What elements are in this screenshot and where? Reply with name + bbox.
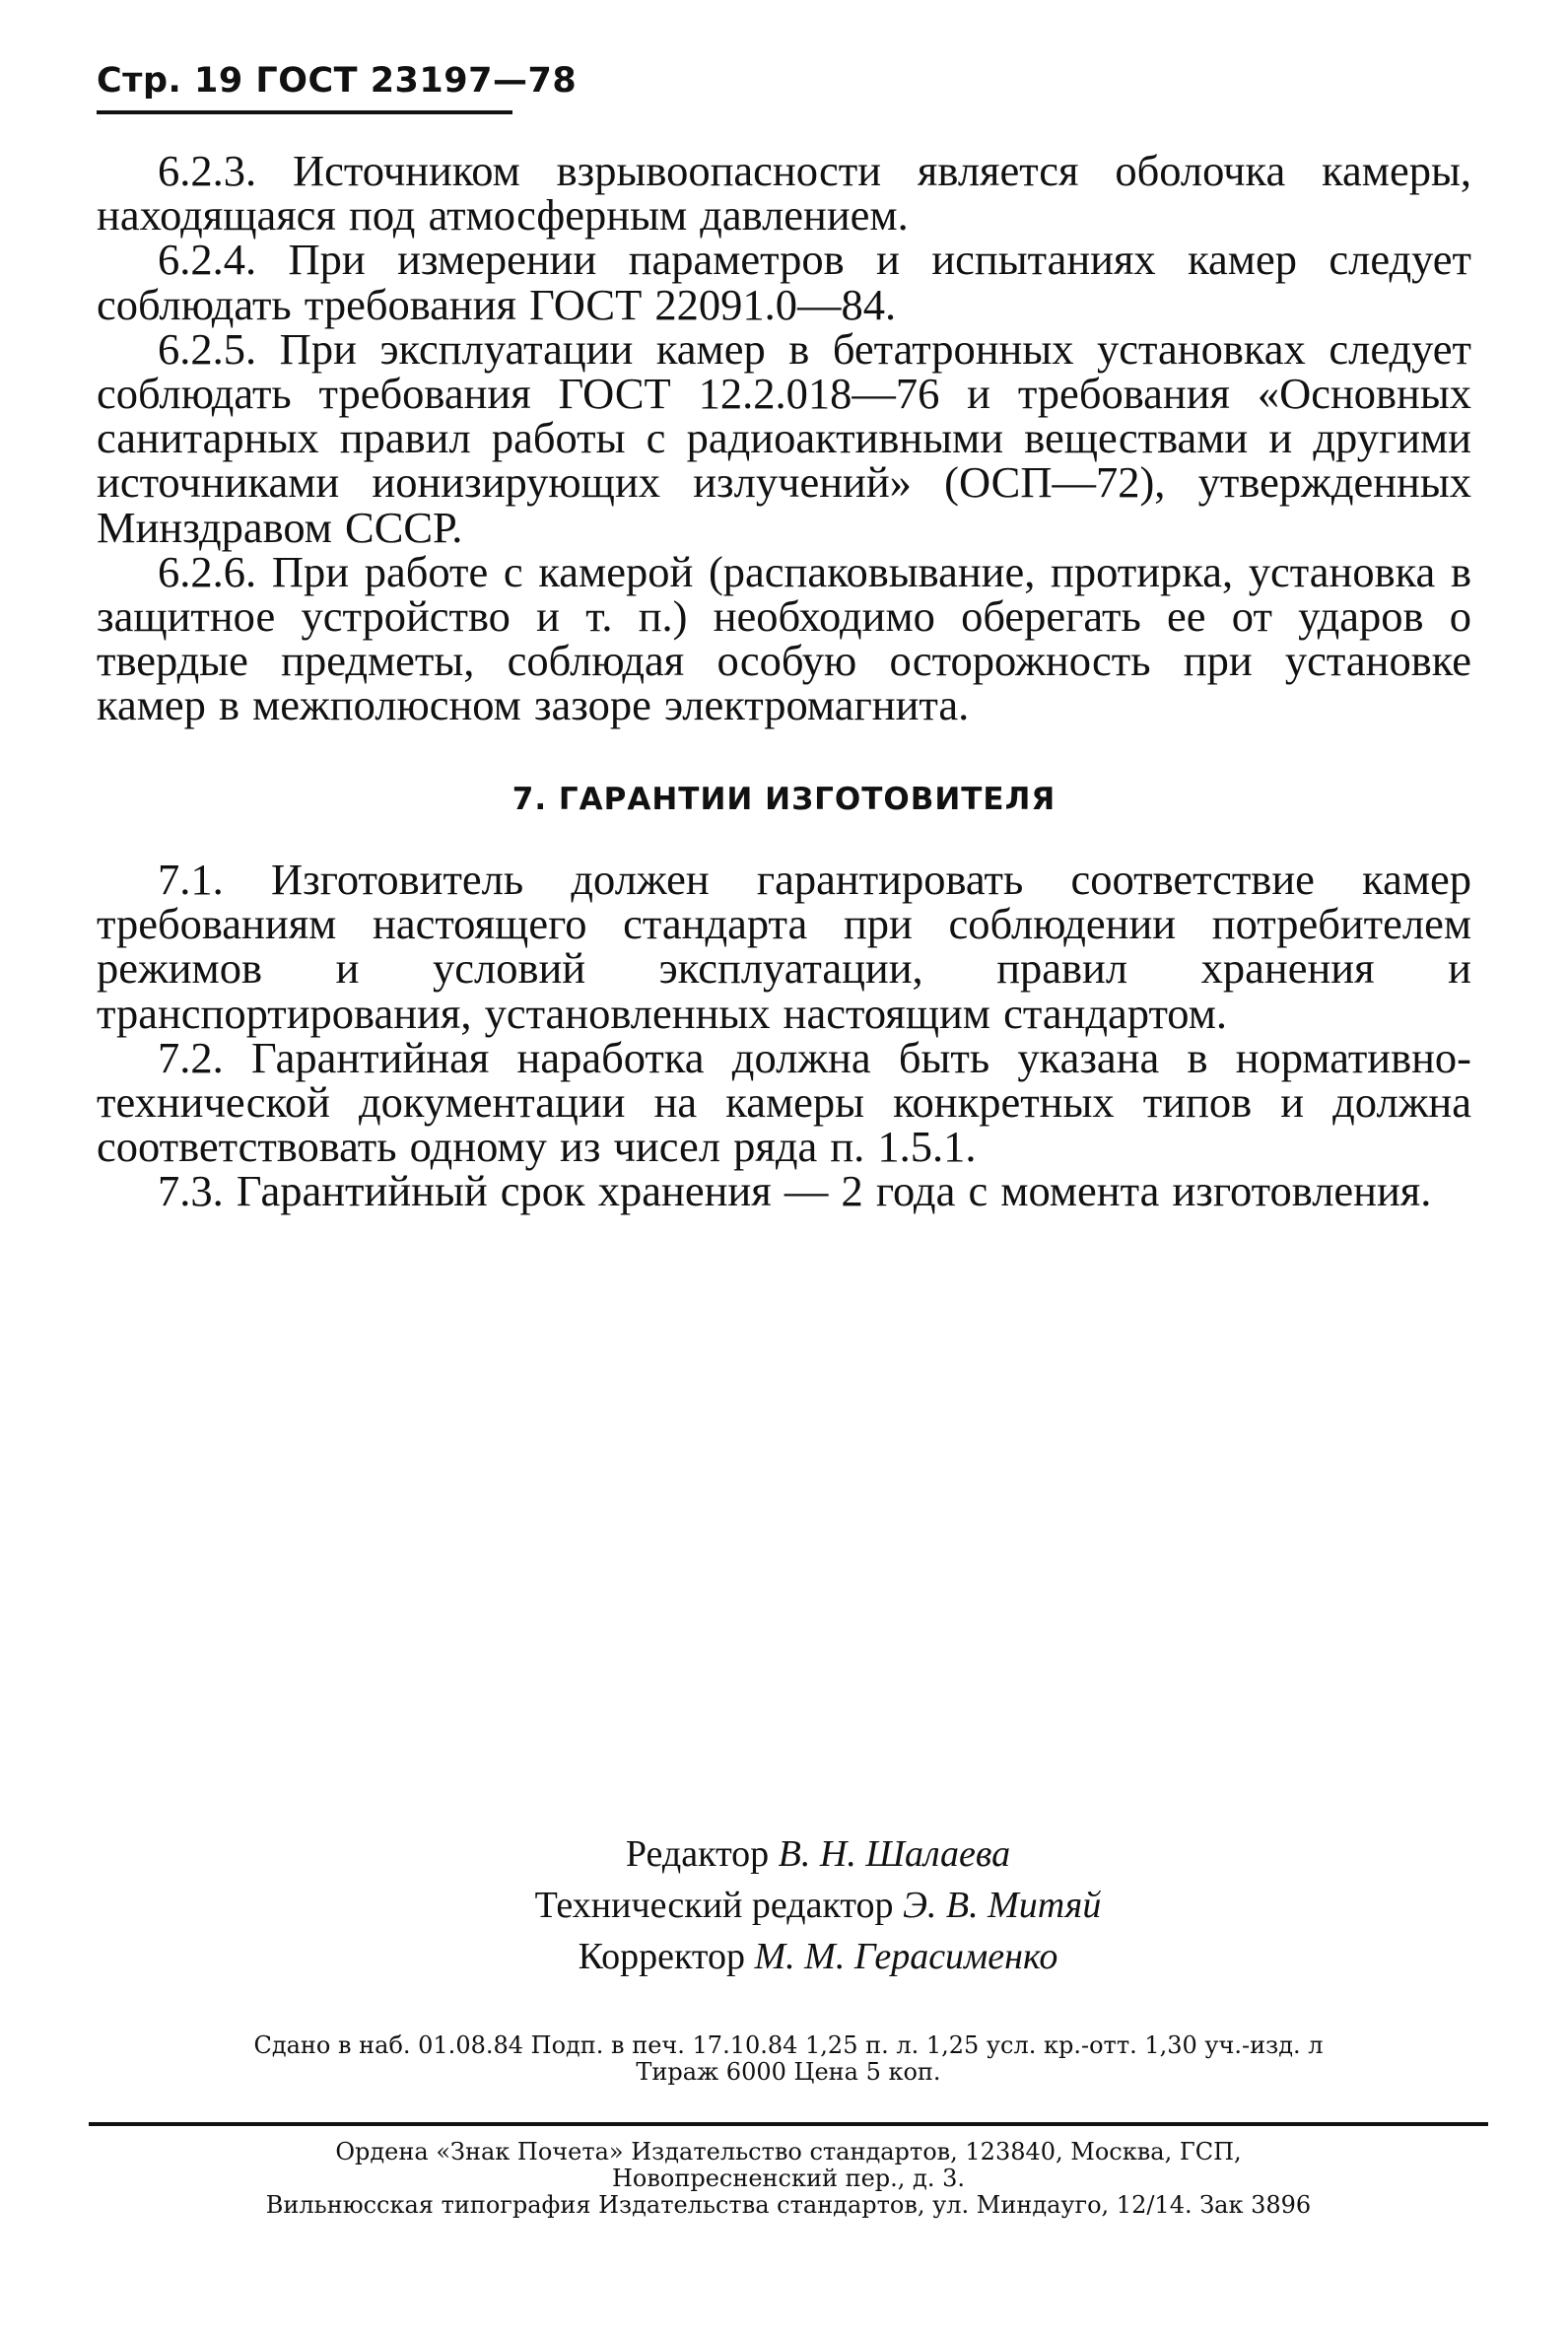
section-7-text	[97, 855, 1471, 1216]
staff-name: М. М. Герасименко	[754, 1936, 1058, 1977]
paragraph-6-2-4: 6.2.4. При измерении параметров и испытаниях камер следует соблюдать требования ГОСТ 22091.0—84.	[97, 235, 1471, 329]
paragraph-6-2-5: 6.2.5. При эксплуатации камер в бетатронных установках следует соблюдать требования ГОСТ 12.2.018—76 и требования «Основных санитарных правил работы с радиоактивными веществами и другими источниками ионизирующих излучений» (ОСП—72), утвержденных Минздравом СССР.	[97, 323, 1471, 552]
publisher-info	[89, 2139, 1488, 2219]
staff-role: Технический редактор	[534, 1885, 894, 1926]
publisher-line: Новопресненский пер., д. 3.	[612, 2165, 965, 2192]
section-6-2-text	[97, 146, 1471, 730]
editorial-staff	[325, 1828, 1311, 1982]
print-info-line: Тираж 6000 Цена 5 коп.	[636, 2058, 941, 2086]
page-header: Стр. 19 ГОСТ 23197—78	[97, 61, 578, 101]
header-rule	[97, 110, 512, 114]
staff-editor	[325, 1828, 1311, 1880]
staff-name: Э. В. Митяй	[903, 1885, 1102, 1926]
staff-name: В. Н. Шалаева	[778, 1833, 1011, 1875]
paragraph-7-3: 7.3. Гарантийный срок хранения — 2 года с момента изготовления.	[158, 1166, 1432, 1216]
print-info-line: Сдано в наб. 01.08.84 Подп. в печ. 17.10.84 1,25 п. л. 1,25 усл. кр.-отт. 1,30 уч.-изд. л	[253, 2031, 1324, 2059]
publisher-line: Ордена «Знак Почета» Издательство стандартов, 123840, Москва, ГСП,	[335, 2138, 1242, 2166]
imprint-rule	[89, 2122, 1488, 2126]
staff-corrector	[325, 1931, 1311, 1982]
print-info	[89, 2032, 1488, 2086]
staff-technical-editor	[325, 1880, 1311, 1931]
staff-role: Корректор	[578, 1936, 746, 1977]
publisher-line: Вильнюсская типография Издательства стандартов, ул. Миндауго, 12/14. Зак 3896	[265, 2191, 1312, 2219]
staff-role: Редактор	[625, 1833, 770, 1875]
paragraph-6-2-6: 6.2.6. При работе с камерой (распаковывание, протирка, установка в защитное устройство и т. п.) необходимо оберегать ее от ударов о твердые предметы, соблюдая особую осторожность при установке камер в межполюсном зазоре электромагнита.	[97, 546, 1471, 730]
paragraph-7-2: 7.2. Гарантийная наработка должна быть указана в нормативно-технической документации на камеры конкретных типов и должна соответствовать одному из чисел ряда п. 1.5.1.	[97, 1032, 1471, 1172]
section-title: 7. ГАРАНТИИ ИЗГОТОВИТЕЛЯ	[511, 782, 1057, 817]
paragraph-6-2-3: 6.2.3. Источником взрывоопасности является оболочка камеры, находящаяся под атмосферным давлением.	[97, 146, 1471, 241]
paragraph-7-1: 7.1. Изготовитель должен гарантировать соответствие камер требованиям настоящего стандарта при соблюдении потребителем режимов и условий эксплуатации, правил хранения и транспортирования, установленных настоящим стандартом.	[97, 855, 1471, 1038]
